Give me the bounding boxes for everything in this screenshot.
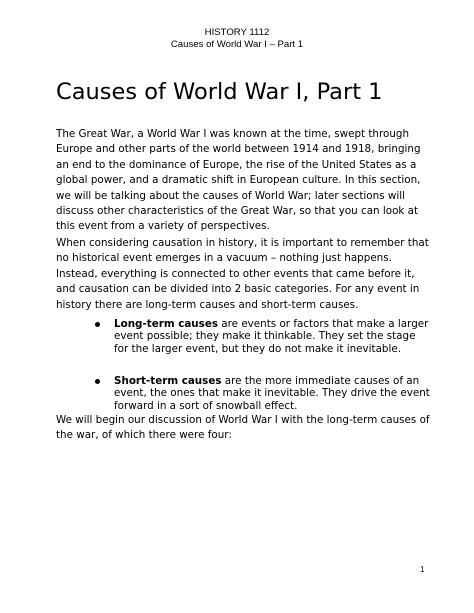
intro-paragraph: The Great War, a World War I was known at the time, swept through Europe and other parts of the world between 1914 and 1918, bringing an end to the dominance of Europe, the rise of the United States as a global power, and a dramatic shift in European culture. In this section, we will be talking about the causes of World War; later sections will discuss other characteristics of the Great War, so that you can look at this event from a variety of perspectives. [56, 128, 421, 233]
header-subtitle: Causes of World War I – Part 1 [170, 39, 304, 50]
bullet-item-long-term [114, 318, 432, 355]
bullet-term: Short-term causes [114, 375, 222, 387]
bullet-term: Long-term causes [114, 318, 219, 330]
causation-paragraph: When considering causation in history, it is important to remember that no historical event emerges in a vacuum – nothing just happens. Instead, everything is connected to other events that came before it, and causation can be divided into 2 basic categories. For any event in history there are long-term causes and short-term causes. [56, 237, 429, 311]
document-title: Causes of World War I, Part 1 [56, 79, 383, 105]
page-header [0, 27, 474, 51]
bullet-text: are events or factors that make a larger event possible; they make it thinkable. They set the stage for the larger event, but they do not make it inevitable. [114, 318, 429, 355]
bullet-item-short-term [114, 375, 432, 412]
header-course: HISTORY 1112 [204, 27, 270, 38]
bullet-text: are the more immediate causes of an event, the ones that make it inevitable. They drive the event forward in a sort of snowball effect. [114, 375, 430, 412]
bullet-dot-icon [95, 379, 100, 384]
closing-paragraph: We will begin our discussion of World War I with the long-term causes of the war, of which there were four: [56, 414, 430, 442]
page-number: 1 [420, 565, 425, 574]
bullet-dot-icon [95, 322, 100, 327]
